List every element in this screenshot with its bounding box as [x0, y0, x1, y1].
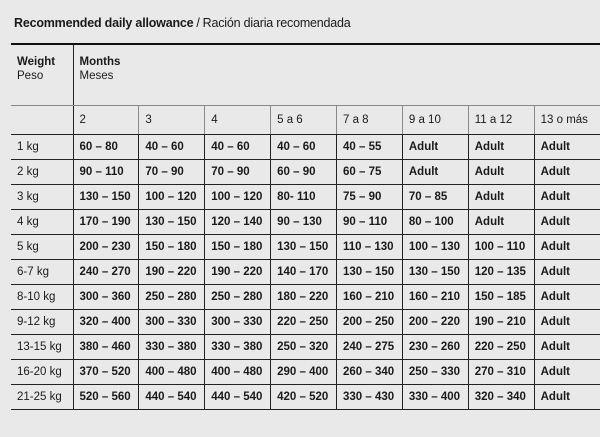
title-separator: /: [196, 16, 200, 30]
allowance-cell: 130 – 150: [402, 260, 468, 285]
allowance-cell: 190 – 210: [468, 310, 534, 335]
title-spanish: Ración diaria recomendada: [202, 16, 351, 30]
allowance-cell: 260 – 340: [337, 360, 403, 385]
allowance-cell: 300 – 330: [139, 310, 205, 335]
allowance-table: [11, 45, 600, 410]
allowance-cell: 220 – 250: [468, 335, 534, 360]
allowance-cell: 330 – 380: [139, 335, 205, 360]
allowance-cell: 290 – 400: [271, 360, 337, 385]
header-row: [11, 45, 600, 106]
allowance-cell: 90 – 110: [73, 160, 139, 185]
allowance-cell: 330 – 380: [205, 335, 271, 360]
allowance-cell: 220 – 250: [271, 310, 337, 335]
allowance-cell: 400 – 480: [139, 360, 205, 385]
allowance-cell: Adult: [468, 185, 534, 210]
allowance-cell: 520 – 560: [73, 385, 139, 410]
month-column-header: 3: [139, 106, 205, 135]
allowance-cell: 40 – 60: [205, 135, 271, 160]
allowance-cell: 120 – 135: [468, 260, 534, 285]
allowance-cell: Adult: [534, 235, 600, 260]
allowance-cell: 180 – 220: [271, 285, 337, 310]
table-row: [11, 310, 600, 335]
allowance-cell: Adult: [402, 135, 468, 160]
allowance-cell: 130 – 150: [271, 235, 337, 260]
weight-cell: 3 kg: [11, 185, 73, 210]
month-column-header: 11 a 12: [468, 106, 534, 135]
allowance-cell: 230 – 260: [402, 335, 468, 360]
allowance-cell: 70 – 90: [139, 160, 205, 185]
weight-cell: 21-25 kg: [11, 385, 73, 410]
table-row: [11, 235, 600, 260]
allowance-cell: 160 – 210: [402, 285, 468, 310]
weight-cell: 8-10 kg: [11, 285, 73, 310]
allowance-cell: 320 – 400: [73, 310, 139, 335]
table-row: [11, 335, 600, 360]
allowance-cell: 330 – 430: [337, 385, 403, 410]
weight-cell: 13-15 kg: [11, 335, 73, 360]
allowance-cell: 70 – 90: [205, 160, 271, 185]
allowance-cell: 90 – 110: [337, 210, 403, 235]
allowance-cell: 240 – 270: [73, 260, 139, 285]
weight-header: [11, 45, 73, 106]
allowance-cell: 440 – 540: [139, 385, 205, 410]
months-header-en: Months: [79, 56, 121, 68]
allowance-cell: 380 – 460: [73, 335, 139, 360]
weight-cell: 4 kg: [11, 210, 73, 235]
allowance-cell: 100 – 110: [468, 235, 534, 260]
month-column-header: 7 a 8: [337, 106, 403, 135]
allowance-cell: Adult: [534, 185, 600, 210]
allowance-cell: 250 – 280: [205, 285, 271, 310]
allowance-cell: Adult: [534, 260, 600, 285]
allowance-cell: 60 – 90: [271, 160, 337, 185]
allowance-cell: 150 – 180: [205, 235, 271, 260]
allowance-cell: 300 – 330: [205, 310, 271, 335]
months-header-es: Meses: [79, 70, 114, 82]
allowance-cell: Adult: [468, 160, 534, 185]
allowance-cell: 80 – 100: [402, 210, 468, 235]
allowance-cell: 250 – 280: [139, 285, 205, 310]
weight-cell: 2 kg: [11, 160, 73, 185]
allowance-cell: Adult: [534, 335, 600, 360]
weight-header-spacer: [11, 106, 73, 135]
weight-cell: 1 kg: [11, 135, 73, 160]
allowance-cell: 270 – 310: [468, 360, 534, 385]
allowance-cell: 400 – 480: [205, 360, 271, 385]
weight-header-es: Peso: [17, 70, 44, 82]
month-column-header: 5 a 6: [271, 106, 337, 135]
allowance-cell: 140 – 170: [271, 260, 337, 285]
allowance-cell: Adult: [468, 210, 534, 235]
table-row: [11, 285, 600, 310]
table-row: [11, 160, 600, 185]
table-row: [11, 385, 600, 410]
table-row: [11, 260, 600, 285]
month-column-header: 4: [205, 106, 271, 135]
allowance-cell: 130 – 150: [139, 210, 205, 235]
table-row: [11, 210, 600, 235]
month-column-header: 2: [73, 106, 139, 135]
allowance-cell: 160 – 210: [337, 285, 403, 310]
allowance-cell: 80- 110: [271, 185, 337, 210]
allowance-cell: 420 – 520: [271, 385, 337, 410]
allowance-cell: Adult: [534, 310, 600, 335]
months-header: [73, 45, 600, 106]
allowance-cell: 130 – 150: [337, 260, 403, 285]
allowance-cell: 150 – 185: [468, 285, 534, 310]
allowance-cell: 120 – 140: [205, 210, 271, 235]
allowance-cell: 70 – 85: [402, 185, 468, 210]
allowance-cell: 40 – 55: [337, 135, 403, 160]
table-row: [11, 185, 600, 210]
allowance-cell: 110 – 130: [337, 235, 403, 260]
allowance-cell: 40 – 60: [271, 135, 337, 160]
allowance-cell: 190 – 220: [139, 260, 205, 285]
weight-cell: 9-12 kg: [11, 310, 73, 335]
allowance-cell: 320 – 340: [468, 385, 534, 410]
allowance-cell: 60 – 80: [73, 135, 139, 160]
table-title: [14, 16, 351, 30]
allowance-cell: Adult: [534, 285, 600, 310]
allowance-cell: Adult: [468, 135, 534, 160]
allowance-cell: 250 – 320: [271, 335, 337, 360]
weight-cell: 16-20 kg: [11, 360, 73, 385]
weight-header-en: Weight: [17, 56, 56, 68]
allowance-cell: 200 – 220: [402, 310, 468, 335]
allowance-cell: 100 – 120: [205, 185, 271, 210]
allowance-cell: 90 – 130: [271, 210, 337, 235]
title-english: Recommended daily allowance: [14, 16, 194, 30]
allowance-cell: 200 – 230: [73, 235, 139, 260]
weight-cell: 5 kg: [11, 235, 73, 260]
allowance-cell: 170 – 190: [73, 210, 139, 235]
allowance-cell: 240 – 275: [337, 335, 403, 360]
allowance-cell: 330 – 400: [402, 385, 468, 410]
month-columns-row: [11, 106, 600, 135]
allowance-cell: 370 – 520: [73, 360, 139, 385]
allowance-cell: 300 – 360: [73, 285, 139, 310]
allowance-cell: 150 – 180: [139, 235, 205, 260]
allowance-cell: Adult: [534, 135, 600, 160]
allowance-cell: 250 – 330: [402, 360, 468, 385]
allowance-cell: Adult: [534, 210, 600, 235]
month-column-header: 9 a 10: [402, 106, 468, 135]
month-column-header: 13 o más: [534, 106, 600, 135]
allowance-cell: 130 – 150: [73, 185, 139, 210]
allowance-cell: 100 – 120: [139, 185, 205, 210]
allowance-cell: Adult: [534, 385, 600, 410]
allowance-cell: 440 – 540: [205, 385, 271, 410]
allowance-cell: 75 – 90: [337, 185, 403, 210]
table-row: [11, 360, 600, 385]
allowance-cell: 100 – 130: [402, 235, 468, 260]
allowance-cell: 40 – 60: [139, 135, 205, 160]
allowance-cell: 60 – 75: [337, 160, 403, 185]
allowance-cell: Adult: [534, 160, 600, 185]
allowance-cell: Adult: [534, 360, 600, 385]
allowance-cell: Adult: [402, 160, 468, 185]
table-row: [11, 135, 600, 160]
allowance-cell: 190 – 220: [205, 260, 271, 285]
allowance-cell: 200 – 250: [337, 310, 403, 335]
weight-cell: 6-7 kg: [11, 260, 73, 285]
